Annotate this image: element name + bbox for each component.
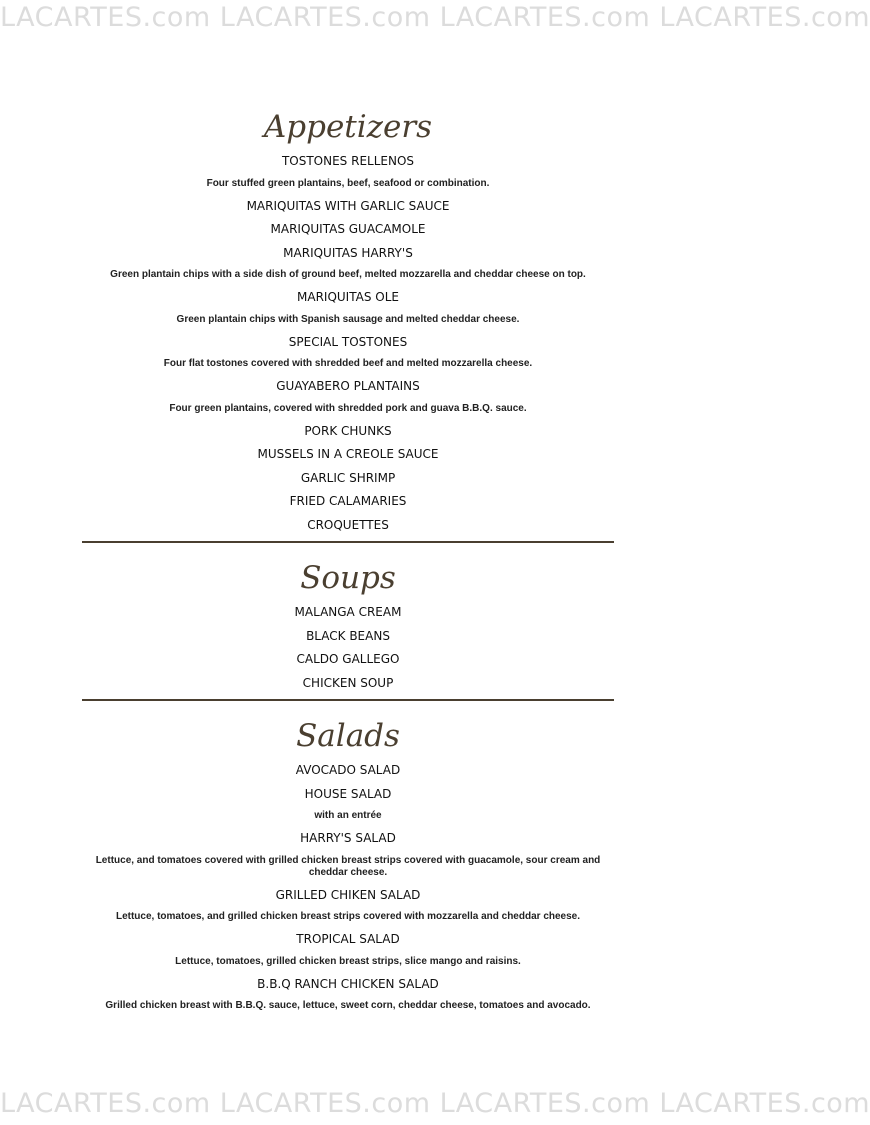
menu-item-name: MARIQUITAS WITH GARLIC SAUCE <box>246 198 450 213</box>
watermark-bottom: LACARTES.com LACARTES.com LACARTES.com LACARTES.com <box>0 1088 870 1119</box>
menu-item-name: GARLIC SHRIMP <box>300 470 396 485</box>
soups-list <box>82 605 614 691</box>
menu-item-description: Lettuce, tomatoes, grilled chicken breast strips, slice mango and raisins. <box>175 955 521 967</box>
menu-item-description: Grilled chicken breast with B.B.Q. sauce, lettuce, sweet corn, cheddar cheese, tomatoes and avocado. <box>105 1000 591 1011</box>
soups-title: Soups <box>300 560 396 596</box>
menu-item-name: CROQUETTES <box>307 517 389 532</box>
menu-item-name: TOSTONES RELLENOS <box>281 154 415 168</box>
menu-item-name: PORK CHUNKS <box>304 423 392 438</box>
menu-item-name: CHICKEN SOUP <box>302 675 394 690</box>
menu-item-description: Green plantain chips with a side dish of ground beef, melted mozzarella and cheddar cheese on top. <box>110 269 586 280</box>
menu-item-description: Four stuffed green plantains, beef, seafood or combination. <box>206 177 490 189</box>
menu-item-name: FRIED CALAMARIES <box>289 494 407 508</box>
watermark-top: LACARTES.com LACARTES.com LACARTES.com LACARTES.com <box>0 2 870 33</box>
menu-item-name: MUSSELS IN A CREOLE SAUCE <box>257 447 439 461</box>
menu-item-name: B.B.Q RANCH CHICKEN SALAD <box>257 976 439 991</box>
salads-section <box>82 709 614 1012</box>
menu-item-name: MALANGA CREAM <box>294 605 402 619</box>
salads-title: Salads <box>296 718 400 754</box>
menu-item-name: TROPICAL SALAD <box>296 932 400 946</box>
menu-item-name: MARIQUITAS HARRY'S <box>283 245 413 260</box>
menu-item-name: GUAYABERO PLANTAINS <box>276 379 420 393</box>
soups-section <box>82 551 614 691</box>
appetizers-section <box>82 100 614 533</box>
menu-item-name: GRILLED CHIKEN SALAD <box>275 887 421 902</box>
menu-item-name: MARIQUITAS GUACAMOLE <box>270 222 426 236</box>
section-divider <box>82 541 614 543</box>
menu-item-name: SPECIAL TOSTONES <box>288 334 408 349</box>
menu-item-name: HOUSE SALAD <box>304 786 392 801</box>
menu-item-name: CALDO GALLEGO <box>296 652 400 666</box>
menu-item-name: MARIQUITAS OLE <box>297 290 399 304</box>
menu-item-description: Four green plantains, covered with shredded pork and guava B.B.Q. sauce. <box>169 402 527 414</box>
menu-item-description: Four flat tostones covered with shredded beef and melted mozzarella cheese. <box>163 358 533 369</box>
menu-item-description: with an entrée <box>314 810 382 821</box>
section-divider <box>82 699 614 701</box>
menu-page <box>82 100 614 1021</box>
menu-item-name: HARRY'S SALAD <box>300 831 396 845</box>
appetizers-title: Appetizers <box>263 109 433 145</box>
menu-item-description: Lettuce, and tomatoes covered with grilled chicken breast strips covered with guacamole, sour cream and cheddar cheese. <box>95 854 601 878</box>
salads-list <box>82 763 614 1012</box>
appetizers-list <box>82 154 614 533</box>
menu-item-name: AVOCADO SALAD <box>295 763 401 777</box>
menu-item-name: BLACK BEANS <box>306 628 390 643</box>
menu-item-description: Green plantain chips with Spanish sausage and melted cheddar cheese. <box>176 313 520 325</box>
menu-item-description: Lettuce, tomatoes, and grilled chicken breast strips covered with mozzarella and cheddar cheese. <box>115 911 581 922</box>
